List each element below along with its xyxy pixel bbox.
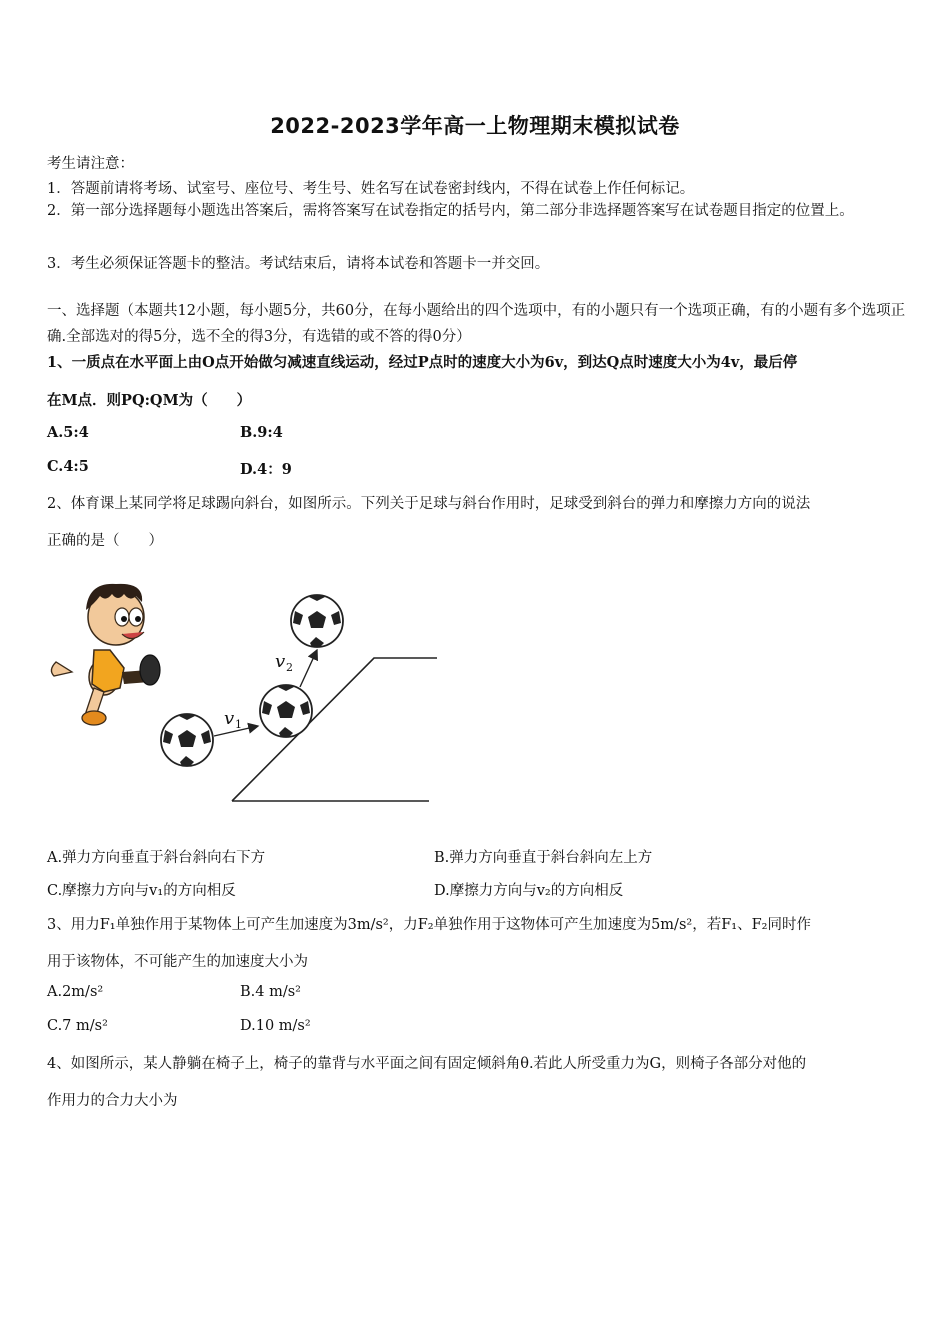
question-2-option-c: C.摩擦力方向与v₁的方向相反 [47, 883, 236, 899]
notice-item-3: 3．考生必须保证答题卡的整洁。考试结束后，请将本试卷和答题卡一并交回。 [47, 256, 550, 272]
question-1-option-a: A.5:4 [47, 424, 89, 441]
soccer-ramp-diagram [44, 572, 444, 808]
question-4-stem-line1: 4、如图所示，某人静躺在椅子上，椅子的靠背与水平面之间有固定倾斜角θ.若此人所受重力为G，则椅子各部分对他的 [47, 1056, 807, 1072]
question-1-stem-line2: 在M点．则PQ:QM为（ ） [47, 392, 252, 409]
question-1-stem-line1: 1、一质点在水平面上由O点开始做匀减速直线运动，经过P点时的速度大小为6v，到达Q点时速度大小为4v，最后停 [47, 354, 798, 371]
soccer-ball-1 [161, 714, 213, 766]
v1-label: v [224, 708, 235, 729]
v2-label: v [275, 651, 286, 672]
section-heading: 一、选择题（本题共12小题，每小题5分，共60分，在每小题给出的四个选项中，有的小题只有一个选项正确，有的小题有多个选项正确.全部选对的得5分，选不全的得3分，有选错的或不答的得0分） [47, 303, 906, 345]
question-3-stem-line2: 用于该物体，不可能产生的加速度大小为 [47, 954, 308, 970]
question-3-option-a: A.2m/s² [47, 984, 104, 1000]
question-2-option-b: B.弹力方向垂直于斜台斜向左上方 [434, 850, 653, 866]
soccer-ramp-figure [44, 572, 444, 808]
question-1-option-b: B.9:4 [240, 424, 283, 441]
question-2-option-a: A.弹力方向垂直于斜台斜向右下方 [47, 850, 266, 866]
v2-subscript: 2 [286, 661, 293, 674]
question-2-stem-line1: 2、体育课上某同学将足球踢向斜台，如图所示。下列关于足球与斜台作用时，足球受到斜台的弹力和摩擦力方向的说法 [47, 496, 811, 512]
v1-subscript: 1 [235, 718, 242, 731]
question-3-option-b: B.4 m/s² [240, 984, 301, 1000]
question-2-stem-line2: 正确的是（ ） [47, 533, 163, 549]
page-title: 2022-2023学年高一上物理期末模拟试卷 [270, 114, 680, 138]
notice-heading: 考生请注意： [47, 156, 134, 172]
question-3-option-c: C.7 m/s² [47, 1018, 108, 1034]
velocity-v2-arrow [300, 650, 317, 687]
notice-item-2: 2．第一部分选择题每小题选出答案后，需将答案写在试卷指定的括号内，第二部分非选择题答案写在试卷题目指定的位置上。 [47, 203, 854, 219]
question-1-option-c: C.4:5 [47, 458, 89, 475]
question-1-option-d: D.4：9 [240, 461, 292, 478]
notice-item-1: 1．答题前请将考场、试室号、座位号、考生号、姓名写在试卷密封线内，不得在试卷上作任何标记。 [47, 181, 695, 197]
soccer-ball-3 [291, 595, 343, 647]
question-3-option-d: D.10 m/s² [240, 1018, 311, 1034]
question-3-stem-line1: 3、用力F₁单独作用于某物体上可产生加速度为3m/s²，力F₂单独作用于这物体可产生加速度为5m/s²，若F₁、F₂同时作 [47, 917, 811, 933]
question-2-option-d: D.摩擦力方向与v₂的方向相反 [434, 883, 624, 899]
ramp-slope-line [232, 658, 437, 801]
soccer-ball-2 [260, 685, 312, 737]
question-4-stem-line2: 作用力的合力大小为 [47, 1093, 178, 1109]
kid-illustration [51, 584, 160, 725]
